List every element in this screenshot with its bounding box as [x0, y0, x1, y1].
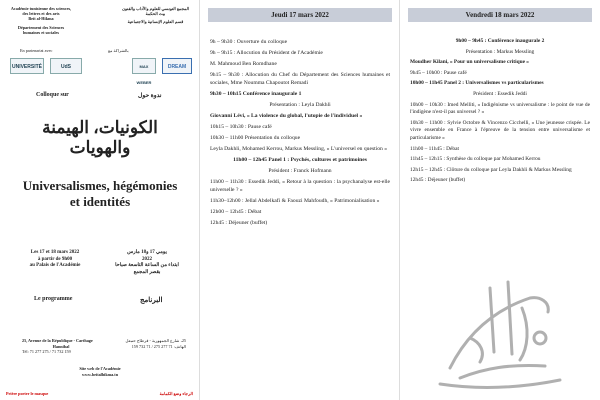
address-fr [22, 338, 100, 355]
program-item: 9h45 – 10h00 : Pause café [410, 69, 467, 76]
header-fr-line: des lettres et des arts [22, 11, 60, 17]
program-item: 11h00 – 12h45 Panel 1 : Psychés, cultures et patrimoines [233, 157, 367, 163]
header-fr-line: Académie tunisienne des sciences, [10, 6, 72, 11]
day1-header: Jeudi 17 mars 2022 [208, 8, 392, 22]
program-item: 9h15 – 9h30 : Allocution du Chef du Département des Sciences humaines et sociales, Mme Noumma Chapoutot Remadi [210, 72, 390, 86]
title-fr-line: et identités [69, 194, 131, 209]
day2-header: Vendredi 18 mars 2022 [408, 8, 592, 22]
program-item: 9h – 9h30 : Ouverture du colloque [210, 39, 288, 45]
program-item: Présentation : Leyla Dakhli [269, 102, 331, 108]
header-fr-line: humaines et sociales [22, 29, 60, 35]
program-item: 11h45 – 12h15 : Synthèse du colloque par Mohamed Kerrou [410, 156, 541, 163]
programme-label-ar: البرنامج [140, 296, 163, 304]
program-item: Moudher Kilani, « Pour un universalisme critique » [410, 59, 530, 66]
partnership-label-ar: بالشراكة مع [108, 48, 129, 53]
website-url[interactable]: www.beitalhikma.tn [81, 371, 119, 377]
program-item: M. Mahmoud Ben Romdhane [210, 61, 277, 67]
dates-ar [112, 250, 182, 276]
title-fr-line: Universalismes, hégémonies [22, 178, 178, 193]
uds-logo: UdS [50, 58, 82, 74]
program-item: 12h15 – 12h45 : Clôture du colloque par Leyla Dakhli & Markus Messling [410, 166, 572, 173]
program-item: 10h15 – 10h30 : Pause café [210, 124, 272, 130]
dream-logo: DREAM [162, 58, 192, 74]
day1-program [210, 38, 390, 230]
program-item: 9h30 – 10h15 Conférence inaugurale 1 [210, 91, 302, 97]
header-ar-line: المجمع التونسي للعلوم والآداب والفنون [121, 6, 190, 11]
dates-ar-line: بقصر المجمع [133, 269, 161, 275]
day1-panel [200, 0, 400, 400]
website [40, 366, 160, 377]
header-fr-line: Beït al-Hikma [28, 16, 54, 22]
program-item: 12h45 : Déjeuner (buffet) [210, 220, 268, 226]
dates-fr-line: Les 17 et 18 mars 2022 [30, 250, 80, 255]
address-fr-line: Tél: 71 277 275 / 71 732 159 [22, 349, 71, 354]
max-weber-logo: MAX WEBER [132, 58, 156, 74]
address-fr-line: 25, Avenue de la République - Carthage [22, 338, 93, 343]
program-item: Leyla Dakhli, Mohamed Kerrou, Markus Messling, « L'universel en question » [210, 146, 388, 152]
program-item: Giovanni Lévi, « La violence du global, l'utopie de l'individuel » [210, 113, 363, 119]
mask-notice-fr: Prière porter le masque [6, 391, 49, 396]
mask-notice-ar: الرجاء وضع الكمامة [159, 391, 193, 396]
program-item: 11h30–12h00 : Jellal Abdelkafi & Faouzi Mahfoudh, « Patrimonialisation » [210, 198, 380, 204]
partnership-label-fr: En partenariat avec [20, 48, 53, 53]
title-fr [10, 178, 190, 210]
program-item: 10h30 – 11h00 : Sylvie Octobre & Vincenzo Cicchelli, « Une jeunesse crispée. Le vivre ensemble en France à l'épreuve de la tension entre universalisme et particularisme » [410, 119, 590, 141]
dates-fr-line: à partir de 9h00 [37, 256, 73, 262]
header-ar-line: قسم العلوم الإنسانية والاجتماعية [127, 19, 184, 25]
address-fr-line: Hannibal [52, 343, 70, 349]
programme-label-fr: Le programme [34, 296, 73, 302]
program-item: 11h00 – 11h45 : Débat [410, 145, 460, 152]
program-item: 10h00 – 10h30 : Imed Melliti, « Indigénisme vs universalisme : le point de vue de l'indigène n'est-il pas universel ? » [410, 101, 590, 116]
partner-logos [6, 58, 194, 85]
title-ar-line: الكونيات، الهيمنة [42, 118, 158, 137]
program-item: 11h00 – 11h30 : Essedik Jeddi, « Retour à la question : la psychanalyse est-elle universelle ? » [210, 179, 390, 193]
program-item: 9h00 – 9h45 : Conférence inaugurale 2 [455, 38, 545, 44]
title-ar [20, 118, 180, 158]
program-item: Présentation : Markus Messling [465, 48, 535, 55]
colloque-label-fr: Colloque sur [36, 92, 69, 98]
day2-panel [400, 0, 600, 400]
academy-header-fr [6, 6, 76, 35]
colloque-label-ar: ندوة حول [138, 93, 162, 99]
dates-ar-line: 2022 [142, 256, 152, 262]
address-ar-line: الهاتف: 71 277 275 / 71 732 159 [131, 343, 186, 349]
header-ar-line: بيت الحكمة [145, 11, 166, 17]
website-label: Site web de l'Académie [79, 366, 121, 371]
calligraphy-seal-icon [430, 268, 570, 394]
dates-fr [22, 250, 88, 270]
university-logo: UNIVERSITÉ [10, 58, 44, 74]
program-item: 10h00 – 11h45 Panel 2 : Universalismes vs particularismes [410, 80, 544, 87]
address-ar-line: 25، شارع الجمهورية - قرطاج حنبعل [125, 338, 186, 343]
program-item: 9h – 9h15 : Allocution du Président de l'Académie [210, 50, 323, 56]
program-item: 12h00 – 12h45 : Débat [210, 209, 262, 215]
dates-ar-line: يومي 17 و18 مارس [127, 250, 167, 255]
title-ar-line: والهويات [69, 138, 131, 157]
program-item: Président : Franck Hofmann [268, 168, 332, 174]
academy-header-ar [118, 6, 193, 25]
program-item: 10h30 – 11h00 Présentation du colloque [210, 135, 301, 141]
program-item: 12h45 : Déjeuner (buffet) [410, 177, 466, 184]
dates-ar-line: ابتداء من الساعة التاسعة صباحا [115, 263, 179, 268]
header-fr-line: Département des Sciences [17, 24, 65, 30]
cover-panel [0, 0, 200, 400]
program-item: Président : Essedik Jeddi [473, 90, 527, 97]
address-ar [106, 338, 186, 349]
dates-fr-line: au Palais de l'Académie [29, 263, 81, 268]
day2-program [410, 38, 590, 188]
